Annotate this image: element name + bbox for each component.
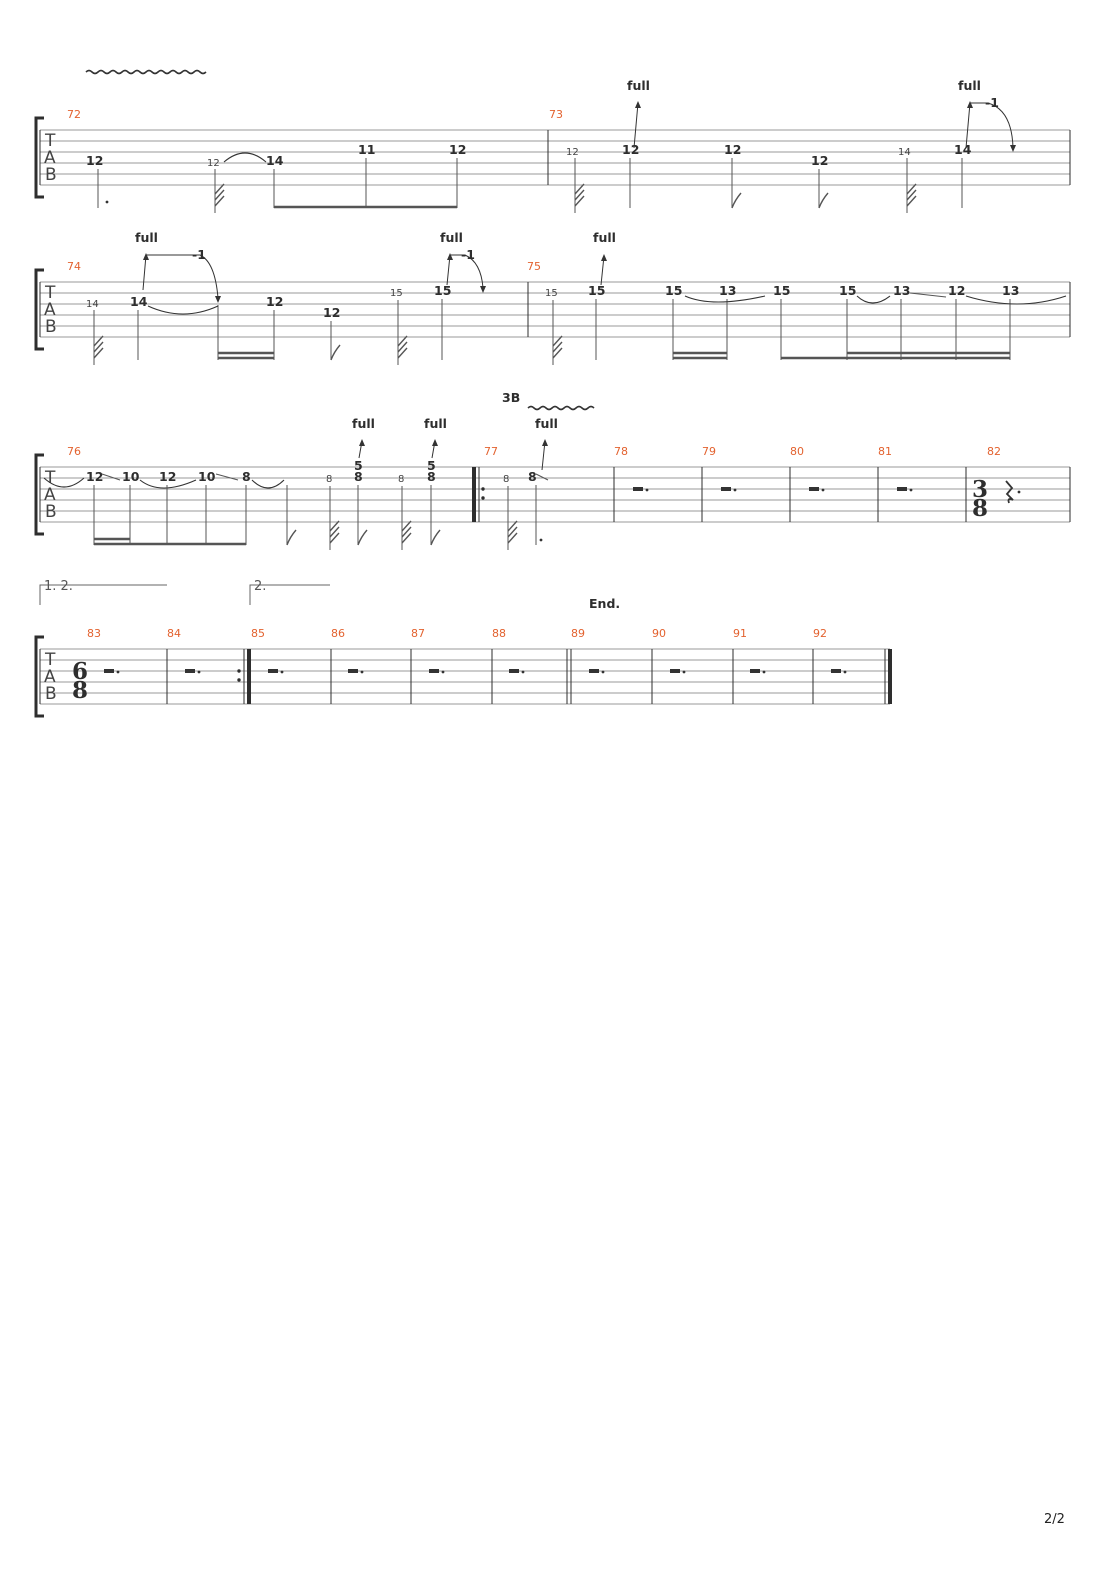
time-signature-bottom: 8 [972,495,989,522]
fret-number: 14 [130,294,148,309]
tab-clef-a: A [44,485,56,505]
grace-fret-number: 8 [398,474,405,485]
vibrato-line [528,407,594,410]
staff-lines [40,467,1070,522]
bend-full-label: full [424,416,447,431]
fret-number: 5 [427,458,436,473]
grace-fret-number: 14 [898,147,911,158]
tab-clef-a: A [44,667,56,687]
fret-number: 15 [839,283,857,298]
fret-number: 12 [622,142,640,157]
fret-number: 13 [719,283,737,298]
fret-number: 10 [122,469,140,484]
fret-number: 15 [773,283,791,298]
measure-number: 87 [411,627,425,640]
fret-number: 12 [86,153,104,168]
fret-number: 12 [449,142,467,157]
grace-fret-number: 14 [86,299,99,310]
stems [94,299,1010,365]
tab-clef-b: B [45,317,57,337]
tab-clef-a: A [44,300,56,320]
bend-full-label: full [535,416,558,431]
bend-full-label: full [440,230,463,245]
measure-number: 90 [652,627,666,640]
fret-number: 13 [1002,283,1020,298]
time-signature-top: 6 [72,658,89,685]
measure-number: 91 [733,627,747,640]
note-flags [94,336,562,360]
fret-number: 15 [434,283,452,298]
tab-clef-a: A [44,148,56,168]
measure-number: 86 [331,627,345,640]
vibrato-line [86,71,206,74]
time-signature [972,476,988,522]
fret-number: 14 [954,142,972,157]
bend-release-label: -1 [985,95,999,110]
bend-full-label: full [958,78,981,93]
measure-number: 74 [67,260,81,273]
note-flags [215,184,916,208]
fret-number: 15 [588,283,606,298]
fret-number: 13 [893,283,911,298]
measure-number: 83 [87,627,101,640]
tab-clef-t: T [45,468,56,488]
staff-lines [40,130,1070,185]
fret-number: 12 [159,469,177,484]
fret-number: 8 [242,469,251,484]
tab-clef [44,650,57,704]
tab-clef-b: B [45,684,57,704]
fret-number: 14 [266,153,284,168]
system-2 [36,230,1070,365]
tab-clef-t: T [45,131,56,151]
fret-number: 12 [86,469,104,484]
measure-number: 80 [790,445,804,458]
repeat-dot [237,678,240,681]
page-number: 2/2 [1044,1512,1065,1527]
time-signature-top: 3 [972,476,989,503]
measure-number: 92 [813,627,827,640]
tab-clef-b: B [45,502,57,522]
repeat-dot [237,669,240,672]
fret-number: 8 [427,469,436,484]
measure-number: 82 [987,445,1001,458]
volta-2-label: 2. [254,579,267,594]
system-4 [36,579,890,716]
bend-full-label: full [352,416,375,431]
tab-clef [44,283,57,337]
measure-number: 73 [549,108,563,121]
measure-number: 75 [527,260,541,273]
tab-clef-t: T [45,650,56,670]
tab-clef [44,131,57,185]
fret-number: 8 [528,469,537,484]
fret-number: 10 [198,469,216,484]
grace-fret-number: 8 [326,474,333,485]
measure-number: 72 [67,108,81,121]
bend-release-label: -1 [192,247,206,262]
fret-number: 11 [358,142,376,157]
tab-clef-b: B [45,165,57,185]
bend-markings [352,416,558,470]
measure-number: 88 [492,627,506,640]
measure-number: 77 [484,445,498,458]
fret-number: 12 [323,305,341,320]
fret-number: 5 [354,458,363,473]
measure-number: 79 [702,445,716,458]
grace-fret-number: 8 [503,474,510,485]
fret-number: 12 [811,153,829,168]
bend-full-label: full [593,230,616,245]
measure-number: 85 [251,627,265,640]
fret-number: 12 [724,142,742,157]
volta-1 [40,579,167,605]
fret-number: 8 [354,469,363,484]
measure-number: 89 [571,627,585,640]
grace-fret-number: 15 [545,288,558,299]
measure-number: 81 [878,445,892,458]
tab-clef [44,468,57,522]
slur [224,153,266,162]
grace-fret-number: 12 [207,158,220,169]
measure-number: 78 [614,445,628,458]
volta-2 [250,579,330,605]
bend-markings [135,230,616,303]
repeat-dot [481,496,484,499]
bend-release-label: -1 [461,247,475,262]
system-3 [36,390,1070,550]
system-1 [36,78,1070,213]
let-ring-label: 3B [502,390,521,405]
volta-1-label: 1. 2. [44,579,73,594]
bend-full-label: full [135,230,158,245]
measure-number: 76 [67,445,81,458]
grace-fret-number: 12 [566,147,579,158]
end-label: End. [589,596,621,611]
time-signature [72,658,88,704]
repeat-dot [481,487,484,490]
tab-clef-t: T [45,283,56,303]
measure-number: 84 [167,627,181,640]
grace-fret-number: 15 [390,288,403,299]
fret-number: 12 [948,283,966,298]
fret-number: 15 [665,283,683,298]
fret-number: 12 [266,294,284,309]
bend-full-label: full [627,78,650,93]
time-signature-bottom: 8 [72,677,89,704]
